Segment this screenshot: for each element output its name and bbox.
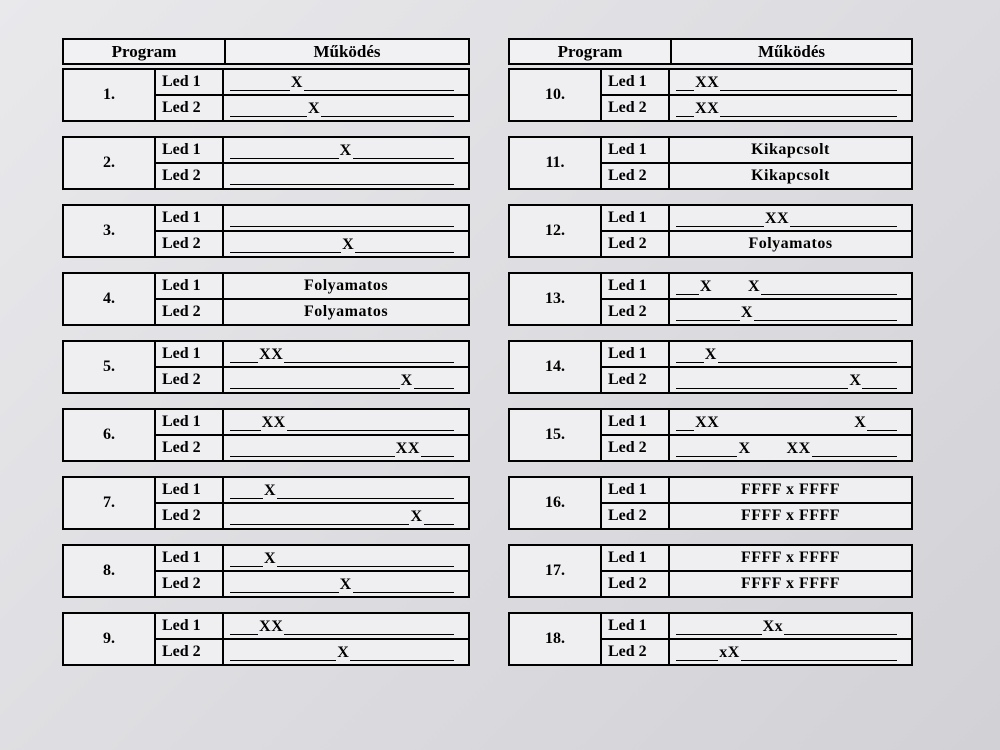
- behavior-text: X: [264, 550, 277, 567]
- led-row: [602, 206, 911, 230]
- led-row: [156, 230, 468, 256]
- led-label: Led 1: [602, 342, 670, 366]
- led-behavior: [670, 436, 911, 460]
- led-behavior: [224, 504, 468, 528]
- led-label: Led 1: [156, 206, 224, 230]
- led-row: [602, 502, 911, 528]
- program-block: [62, 544, 470, 598]
- led-label: Led 1: [602, 138, 670, 162]
- program-number: 13.: [510, 274, 602, 324]
- led-row: [156, 638, 468, 664]
- led-row: [156, 138, 468, 162]
- behavior-text: XX: [395, 440, 420, 457]
- led-behavior: [670, 232, 911, 256]
- program-block: [508, 68, 913, 122]
- led-label: Led 2: [156, 300, 224, 324]
- led-behavior: [224, 164, 468, 188]
- led-label: Led 2: [156, 504, 224, 528]
- program-number: 6.: [64, 410, 156, 460]
- led-behavior: [224, 614, 468, 638]
- led-behavior: [224, 96, 468, 120]
- led-behavior: [670, 206, 911, 230]
- led-behavior: [224, 572, 468, 596]
- led-behavior: [670, 96, 911, 120]
- program-number: 1.: [64, 70, 156, 120]
- header-program: Program: [510, 40, 672, 63]
- table-header: [508, 38, 913, 65]
- program-block: [62, 204, 470, 258]
- led-behavior: [670, 70, 911, 94]
- behavior-text: X: [307, 100, 321, 117]
- blank-line: [230, 388, 454, 390]
- led-behavior: [670, 546, 911, 570]
- led-row: [156, 546, 468, 570]
- program-block: [508, 544, 913, 598]
- led-label: Led 1: [156, 342, 224, 366]
- behavior-text: X: [339, 576, 352, 593]
- led-label: Led 1: [602, 274, 670, 298]
- program-number: 18.: [510, 614, 602, 664]
- led-row: [602, 410, 911, 434]
- program-block: [508, 476, 913, 530]
- led-behavior: [224, 410, 468, 434]
- led-row: [602, 614, 911, 638]
- blank-line: [230, 116, 454, 118]
- program-number: 15.: [510, 410, 602, 460]
- led-label: Led 2: [156, 232, 224, 256]
- led-label: Led 2: [602, 300, 670, 324]
- behavior-text: XX: [695, 100, 720, 117]
- program-number: 12.: [510, 206, 602, 256]
- led-behavior: [670, 640, 911, 664]
- led-row: [156, 366, 468, 392]
- led-behavior: [224, 640, 468, 664]
- led-row: [156, 410, 468, 434]
- blank-line: [676, 660, 897, 662]
- blank-line: [230, 90, 454, 92]
- behavior-text: X: [849, 372, 862, 389]
- led-behavior: [224, 206, 468, 230]
- led-row: [156, 206, 468, 230]
- behavior-text: Kikapcsolt: [751, 141, 830, 158]
- program-block: [508, 340, 913, 394]
- led-row: [602, 70, 911, 94]
- behavior-text: X: [400, 372, 413, 389]
- led-behavior: [670, 300, 911, 324]
- header-mukodes: Működés: [757, 41, 826, 61]
- led-label: Led 2: [602, 436, 670, 460]
- led-row: [156, 94, 468, 120]
- led-label: Led 1: [156, 138, 224, 162]
- program-number: 8.: [64, 546, 156, 596]
- program-number: 14.: [510, 342, 602, 392]
- program-block: [62, 68, 470, 122]
- behavior-text: FFFF x FFFF: [740, 481, 841, 498]
- behavior-text: Xx: [762, 618, 784, 635]
- led-row: [602, 546, 911, 570]
- blank-line: [230, 184, 454, 186]
- led-label: Led 2: [156, 572, 224, 596]
- behavior-text: X: [290, 74, 303, 91]
- led-label: Led 1: [156, 614, 224, 638]
- led-row: [602, 478, 911, 502]
- program-block: [508, 612, 913, 666]
- blank-line: [676, 634, 897, 636]
- program-block: [62, 408, 470, 462]
- led-row: [156, 502, 468, 528]
- led-behavior: [224, 274, 468, 298]
- led-row: [602, 570, 911, 596]
- led-row: [602, 342, 911, 366]
- program-number: 3.: [64, 206, 156, 256]
- led-label: Led 1: [602, 410, 670, 434]
- led-behavior: [224, 232, 468, 256]
- program-block: [62, 476, 470, 530]
- behavior-text: X: [410, 508, 423, 525]
- led-label: Led 2: [602, 164, 670, 188]
- led-label: Led 2: [602, 640, 670, 664]
- led-row: [602, 274, 911, 298]
- led-row: [156, 570, 468, 596]
- program-number: 4.: [64, 274, 156, 324]
- led-behavior: [670, 614, 911, 638]
- program-block: [62, 340, 470, 394]
- behavior-text: XX: [764, 210, 790, 227]
- led-behavior: [670, 274, 911, 298]
- led-row: [602, 298, 911, 324]
- led-behavior: [670, 478, 911, 502]
- led-behavior: [224, 368, 468, 392]
- behavior-text: Folyamatos: [748, 235, 833, 252]
- led-behavior: [224, 138, 468, 162]
- led-row: [156, 614, 468, 638]
- led-row: [156, 70, 468, 94]
- led-row: [156, 298, 468, 324]
- behavior-text: X: [339, 142, 352, 159]
- led-label: Led 1: [156, 274, 224, 298]
- program-block: [508, 136, 913, 190]
- behavior-text: X X: [699, 278, 761, 295]
- header-program: Program: [64, 40, 226, 63]
- behavior-text: X: [337, 644, 350, 661]
- led-row: [602, 434, 911, 460]
- led-label: Led 1: [156, 478, 224, 502]
- led-label: Led 2: [156, 368, 224, 392]
- behavior-text: Folyamatos: [303, 303, 389, 320]
- behavior-text: FFFF x FFFF: [740, 575, 841, 592]
- led-label: Led 1: [156, 70, 224, 94]
- program-number: 5.: [64, 342, 156, 392]
- behavior-text: FFFF x FFFF: [740, 549, 841, 566]
- led-label: Led 2: [602, 96, 670, 120]
- led-behavior: [224, 546, 468, 570]
- led-behavior: [670, 572, 911, 596]
- led-row: [602, 138, 911, 162]
- led-row: [602, 162, 911, 188]
- blank-line: [676, 320, 897, 322]
- program-block: [508, 272, 913, 326]
- program-number: 11.: [510, 138, 602, 188]
- led-behavior: [670, 368, 911, 392]
- led-label: Led 1: [602, 206, 670, 230]
- table-header: [62, 38, 470, 65]
- blank-line: [230, 226, 454, 228]
- behavior-text: Folyamatos: [303, 277, 389, 294]
- led-row: [156, 274, 468, 298]
- led-label: Led 2: [156, 96, 224, 120]
- program-number: 17.: [510, 546, 602, 596]
- program-number: 9.: [64, 614, 156, 664]
- behavior-text: X: [740, 304, 753, 321]
- led-label: Led 2: [602, 368, 670, 392]
- behavior-text: X XX: [738, 440, 811, 457]
- led-behavior: [670, 504, 911, 528]
- program-block: [62, 612, 470, 666]
- led-behavior: [224, 478, 468, 502]
- led-behavior: [224, 70, 468, 94]
- program-block: [508, 408, 913, 462]
- led-label: Led 1: [156, 546, 224, 570]
- led-behavior: [670, 342, 911, 366]
- program-number: 10.: [510, 70, 602, 120]
- program-number: 2.: [64, 138, 156, 188]
- led-row: [156, 478, 468, 502]
- led-label: Led 1: [602, 546, 670, 570]
- led-label: Led 2: [602, 572, 670, 596]
- blank-line: [676, 388, 897, 390]
- led-label: Led 2: [156, 436, 224, 460]
- led-behavior: [224, 436, 468, 460]
- led-label: Led 1: [156, 410, 224, 434]
- led-row: [602, 94, 911, 120]
- behavior-text: X: [342, 236, 355, 253]
- led-label: Led 2: [602, 504, 670, 528]
- led-row: [156, 434, 468, 460]
- behavior-text: XX X: [695, 414, 867, 431]
- behavior-text: XX: [695, 74, 720, 91]
- header-mukodes: Működés: [313, 41, 381, 61]
- behavior-text: XX: [259, 346, 284, 363]
- program-block: [62, 272, 470, 326]
- led-label: Led 2: [156, 640, 224, 664]
- led-behavior: [670, 138, 911, 162]
- led-label: Led 2: [156, 164, 224, 188]
- led-label: Led 1: [602, 478, 670, 502]
- behavior-text: xX: [719, 644, 740, 661]
- behavior-text: X: [704, 346, 717, 363]
- led-label: Led 1: [602, 70, 670, 94]
- led-row: [602, 366, 911, 392]
- program-number: 16.: [510, 478, 602, 528]
- led-label: Led 1: [602, 614, 670, 638]
- table-right: [508, 38, 913, 666]
- behavior-text: X: [264, 482, 277, 499]
- table-left: [62, 38, 470, 666]
- behavior-text: XX: [261, 414, 286, 431]
- led-behavior: [224, 342, 468, 366]
- program-number: 7.: [64, 478, 156, 528]
- led-row: [156, 342, 468, 366]
- program-block: [62, 136, 470, 190]
- behavior-text: Kikapcsolt: [751, 167, 830, 184]
- led-row: [602, 230, 911, 256]
- led-row: [156, 162, 468, 188]
- led-behavior: [670, 164, 911, 188]
- program-block: [508, 204, 913, 258]
- led-row: [602, 638, 911, 664]
- led-behavior: [670, 410, 911, 434]
- behavior-text: XX: [259, 618, 284, 635]
- led-behavior: [224, 300, 468, 324]
- led-label: Led 2: [602, 232, 670, 256]
- behavior-text: FFFF x FFFF: [740, 507, 841, 524]
